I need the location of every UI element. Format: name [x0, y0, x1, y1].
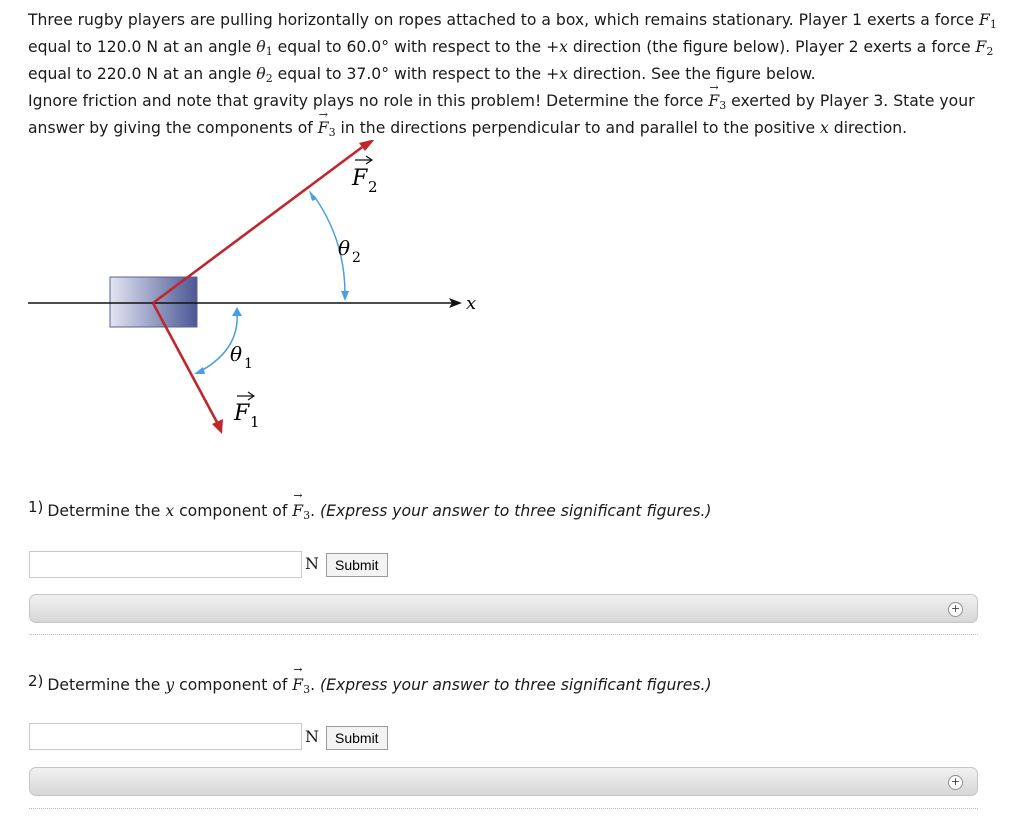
f3-subscript: 3 — [303, 683, 311, 696]
question-text: . — [310, 502, 321, 520]
f2-label-subscript: 2 — [368, 178, 378, 196]
force-diagram — [0, 140, 520, 440]
question-text: . — [310, 676, 321, 694]
theta1-subscript: 1 — [265, 45, 273, 58]
problem-text: in the directions perpendicular to and parallel to the positive — [335, 119, 821, 137]
f1-label-subscript: 1 — [250, 413, 260, 431]
question-hint: (Express your answer to three significant figures.) — [320, 676, 712, 694]
f2-label: F — [352, 166, 368, 191]
theta1-arrowhead-top — [232, 307, 242, 316]
question-number: 1) — [28, 498, 44, 516]
theta2-label-subscript: 2 — [352, 250, 361, 266]
f2-arrowhead — [359, 140, 375, 151]
problem-text: equal to 220.0 N at an angle — [28, 65, 257, 83]
problem-text: Three rugby players are pulling horizontally on ropes attached to a box, which remains stationary. Player 1 exerts a force — [28, 11, 980, 29]
expand-plus-icon[interactable]: + — [948, 602, 963, 617]
problem-text: equal to 120.0 N at an angle — [28, 38, 257, 56]
hint-panel-2[interactable] — [29, 767, 978, 796]
question-text: Determine the — [47, 676, 166, 694]
theta2-subscript: 2 — [265, 72, 273, 85]
hint-panel-1[interactable] — [29, 594, 978, 623]
theta1-arrowhead-bottom — [194, 367, 205, 374]
question-text: component of — [174, 676, 293, 694]
problem-text: exerted by Player 3. State your answer by giving the components of — [28, 92, 975, 137]
problem-text: Ignore friction and note that gravity plays no role in this problem! Determine the force — [28, 92, 709, 110]
plus-x-symbol: +x — [546, 38, 568, 56]
f1-symbol: F — [979, 11, 990, 29]
f3-subscript: 3 — [328, 126, 336, 139]
f3-vector-symbol: → F — [708, 90, 719, 112]
question-text: Determine the — [47, 502, 166, 520]
submit-button-1[interactable]: Submit — [326, 553, 388, 577]
f2-vector — [153, 145, 365, 303]
divider — [29, 634, 978, 635]
axis-symbol: y — [165, 676, 175, 694]
f3-subscript: 3 — [303, 509, 311, 522]
submit-button-2[interactable]: Submit — [326, 726, 388, 750]
question-text: component of — [174, 502, 293, 520]
expand-plus-icon[interactable]: + — [948, 775, 963, 790]
theta2-label: θ — [338, 236, 351, 260]
problem-text: equal to 37.0° with respect to the — [272, 65, 547, 83]
question-hint: (Express your answer to three significant figures.) — [320, 502, 712, 520]
problem-statement — [28, 9, 1003, 144]
theta1-symbol: θ — [256, 38, 266, 56]
divider — [29, 808, 978, 809]
f2-subscript: 2 — [986, 45, 994, 58]
f1-label-vector-arrow — [237, 392, 254, 400]
f2-label-vector-arrow — [355, 156, 372, 164]
f3-vector-symbol: → F — [292, 676, 303, 694]
problem-text: equal to 60.0° with respect to the — [272, 38, 547, 56]
answer-input-2[interactable] — [29, 723, 302, 750]
theta1-label: θ — [230, 342, 243, 366]
theta2-arrowhead-bottom — [341, 291, 349, 301]
theta2-symbol: θ — [256, 65, 266, 83]
answer-input-1[interactable] — [29, 551, 302, 578]
problem-text: direction (the figure below). Player 2 exerts a force — [567, 38, 976, 56]
f3-vector-symbol: → F — [318, 117, 329, 139]
question-1 — [28, 498, 712, 522]
problem-text: direction. See the figure below. — [567, 65, 816, 83]
problem-text: direction. — [828, 119, 908, 137]
theta1-label-subscript: 1 — [244, 356, 253, 372]
f2-symbol: F — [975, 38, 987, 56]
theta2-arrowhead-top — [309, 190, 317, 201]
x-symbol: x — [820, 119, 829, 137]
plus-x-symbol: +x — [546, 65, 568, 83]
question-number: 2) — [28, 672, 44, 690]
f1-label: F — [234, 401, 250, 426]
axis-symbol: x — [165, 502, 175, 520]
f1-subscript: 1 — [989, 18, 997, 31]
question-2 — [28, 672, 712, 696]
f3-subscript: 3 — [719, 99, 727, 112]
unit-label: N — [305, 554, 319, 573]
x-axis-label: x — [466, 293, 477, 314]
unit-label: N — [305, 727, 319, 746]
f3-vector-symbol: → F — [292, 502, 303, 520]
